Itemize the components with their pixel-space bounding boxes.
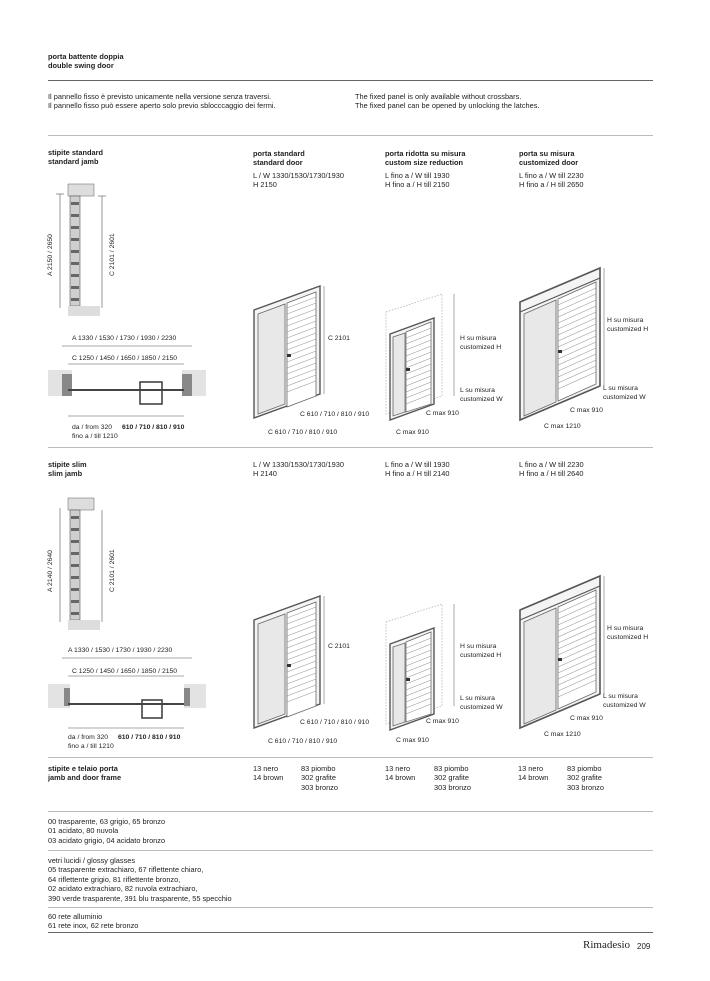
slim-door3-h-custom: H su misura customized H <box>607 625 649 641</box>
divider <box>48 907 653 908</box>
door2-l-custom: L su misura customized W <box>460 387 503 403</box>
door2-c-max: C max 910 <box>396 429 429 436</box>
finishes-col1-a: 13 nero 14 brown <box>253 764 284 783</box>
door-custom-size-2 <box>384 290 459 425</box>
slim-door2-l-custom: L su misura customized W <box>460 695 503 711</box>
height-c-label: C 2101 / 2601 <box>109 233 116 276</box>
door3-l-custom: L su misura customized W <box>603 385 646 401</box>
intro-it: Il pannello fisso è previsto unicamente nella versione senza traversi. Il pannello fisso può essere aperto solo previo sblocccaggio dei fermi. <box>48 92 276 111</box>
slim-door-custom-size-2 <box>384 600 459 735</box>
door2-c-max-panel: C max 910 <box>426 410 459 417</box>
slim-from-sizes: 610 / 710 / 810 / 910 <box>118 734 181 741</box>
slim-door1-c-width: C 610 / 710 / 810 / 910 <box>268 738 338 745</box>
glass-group-3: 60 rete alluminio 61 rete inox, 62 rete bronzo <box>48 912 139 931</box>
door3-c-max-panel: C max 910 <box>570 407 603 414</box>
finishes-col2-b: 83 piombo 302 grafite 303 bronzo <box>434 764 471 792</box>
slim-col2-header: L fino a / W till 1930 H fino a / H till 2140 <box>385 460 450 479</box>
door1-c-height: C 2101 <box>328 335 350 342</box>
slim-door1-c-height: C 2101 <box>328 643 350 650</box>
plan-view-slim <box>48 656 208 736</box>
divider <box>48 135 653 136</box>
page-number: 209 <box>637 942 651 951</box>
page-title <box>48 52 124 71</box>
slim-door1-c-panel: C 610 / 710 / 810 / 910 <box>300 719 370 726</box>
slim-door-customized-3 <box>516 570 606 735</box>
slim-width-c-label: C 1250 / 1450 / 1650 / 1850 / 2150 <box>72 668 178 675</box>
slim-height-a-label: A 2140 / 2640 <box>47 550 54 592</box>
slim-from-label: da / from 320 <box>68 734 109 741</box>
door1-c-panel: C 610 / 710 / 810 / 910 <box>300 411 370 418</box>
divider <box>48 850 653 851</box>
divider <box>48 757 653 758</box>
finishes-label: stipite e telaio porta jamb and door frame <box>48 764 122 783</box>
from-label: da / from 320 <box>72 424 113 431</box>
intro-en: The fixed panel is only available without crossbars. The fixed panel can be opened by unlocking the latches. <box>355 92 540 111</box>
finishes-col1-b: 83 piombo 302 grafite 303 bronzo <box>301 764 338 792</box>
slim-door2-c-max: C max 910 <box>396 737 429 744</box>
finishes-col3-a: 13 nero 14 brown <box>518 764 549 783</box>
width-a-label: A 1330 / 1530 / 1730 / 1930 / 2230 <box>72 335 177 342</box>
glass-group-1: 00 trasparente, 63 grigio, 65 bronzo 01 acidato, 80 nuvola 03 acidato grigio, 04 acidato bronzo <box>48 817 166 845</box>
brand-logo: Rimadesio <box>583 939 631 951</box>
divider <box>48 932 653 933</box>
door3-c-max: C max 1210 <box>544 423 581 430</box>
slim-till-label: fino a / till 1210 <box>68 743 114 750</box>
slim-door3-c-max: C max 1210 <box>544 731 581 738</box>
door-standard-1 <box>250 284 325 419</box>
slim-col1-header: L / W 1330/1530/1730/1930 H 2140 <box>253 460 344 479</box>
finishes-col3-b: 83 piombo 302 grafite 303 bronzo <box>567 764 604 792</box>
section-label-standard: stipite standard standard jamb <box>48 148 104 167</box>
width-c-label: C 1250 / 1450 / 1650 / 1850 / 2150 <box>72 355 178 362</box>
glass-group-2: vetri lucidi / glossy glasses 05 trasparente extrachiaro, 67 riflettente chiaro, 64 riflettente grigio, 81 riflettente bronzo, 02 acidato extrachiaro, 82 nuvola extrachiaro, 390 verde trasparente, 391 blu trasparente, 55 specchio <box>48 856 232 903</box>
from-sizes: 610 / 710 / 810 / 910 <box>122 424 185 431</box>
till-label: fino a / till 1210 <box>72 433 118 440</box>
slim-door3-l-custom: L su misura customized W <box>603 693 646 709</box>
col2-header: porta ridotta su misura custom size reduction L fino a / W till 1930 H fino a / H till 2150 <box>385 149 466 190</box>
slim-door2-h-custom: H su misura customized H <box>460 643 502 659</box>
slim-door2-c-max-panel: C max 910 <box>426 718 459 725</box>
slim-col3-header: L fino a / W till 2230 H fino a / H till 2640 <box>519 460 584 479</box>
finishes-col2-a: 13 nero 14 brown <box>385 764 416 783</box>
door-customized-3 <box>516 262 606 427</box>
slim-door-standard-1 <box>250 594 325 729</box>
slim-door3-c-max-panel: C max 910 <box>570 715 603 722</box>
col3-header: porta su misura customized door L fino a / W till 2230 H fino a / H till 2650 <box>519 149 584 190</box>
door2-h-custom: H su misura customized H <box>460 335 502 351</box>
height-a-label: A 2150 / 2650 <box>47 234 54 276</box>
plan-view-standard <box>48 344 208 424</box>
door1-c-width: C 610 / 710 / 810 / 910 <box>268 429 338 436</box>
divider <box>48 447 653 448</box>
section-label-slim: stipite slim slim jamb <box>48 460 87 479</box>
divider <box>48 811 653 812</box>
title-en: double swing door <box>48 61 114 71</box>
door3-h-custom: H su misura customized H <box>607 317 649 333</box>
divider <box>48 80 653 81</box>
slim-width-a-label: A 1330 / 1530 / 1730 / 1930 / 2230 <box>68 647 173 654</box>
col1-header: porta standard standard door L / W 1330/1530/1730/1930 H 2150 <box>253 149 344 190</box>
slim-height-c-label: C 2101 / 2601 <box>109 549 116 592</box>
title-it: porta battente doppia <box>48 52 124 61</box>
